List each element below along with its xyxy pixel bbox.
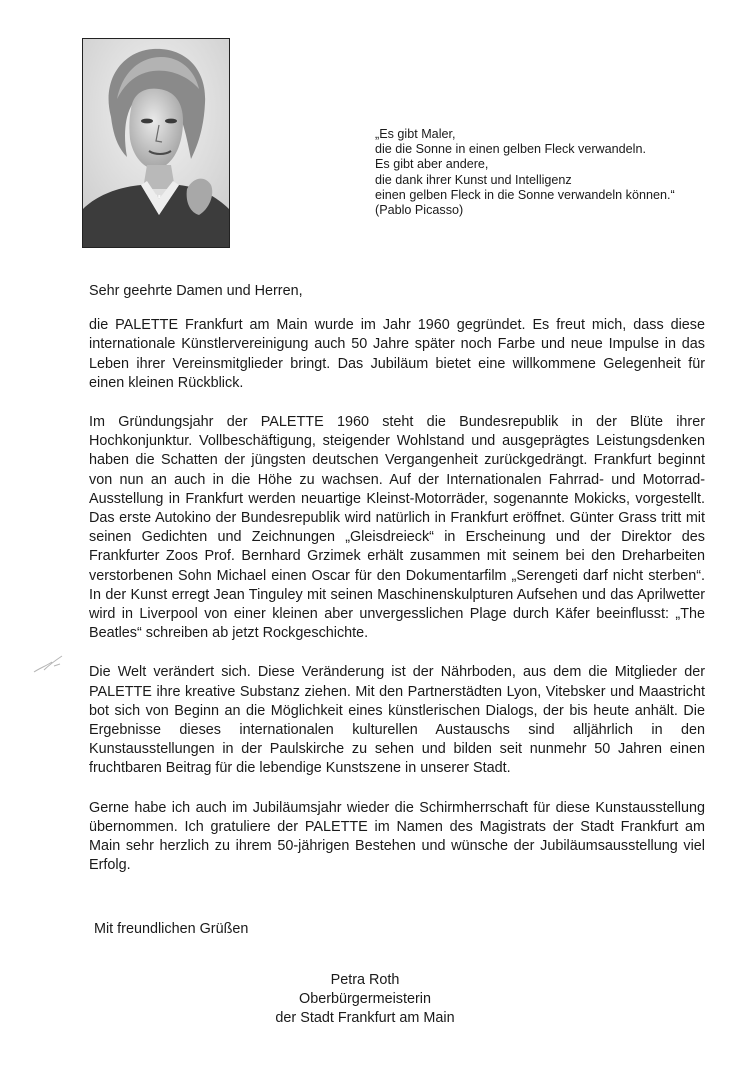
paragraph-founding: die PALETTE Frankfurt am Main wurde im Jahr 1960 gegründet. Es freut mich, dass diese internationale Künstlervereinigung auch 50 Jahre später noch Farbe und neue Impulse in das Leben ihrer Vereinsmitglieder bringt. Das Jubiläum bietet eine willkommene Gelegenheit für einen kleinen Rückblick.	[89, 317, 705, 391]
portrait-photo	[82, 38, 230, 248]
quote-line: einen gelben Fleck in die Sonne verwandeln können.“	[375, 187, 675, 202]
signature-name: Petra Roth	[330, 972, 400, 988]
quote-attribution: (Pablo Picasso)	[375, 203, 464, 218]
signature-block	[240, 971, 490, 1028]
paragraph-patronage: Gerne habe ich auch im Jubiläumsjahr wieder die Schirmherrschaft für diese Kunstausstellung übernommen. Ich gratuliere der PALETTE im Namen des Magistrats der Stadt Frankfurt am Main sehr herzlich zu ihrem 50-jährigen Bestehen und wünsche der Jubiläumsausstellung viel Erfolg.	[89, 799, 705, 874]
quote-line: Es gibt aber andere,	[375, 157, 489, 172]
paragraph-history-1960: Im Gründungsjahr der PALETTE 1960 steht die Bundesrepublik in der Blüte ihrer Hochkonjunktur. Vollbeschäftigung, steigender Wohlstand und ausgeprägtes Leistungsdenken haben die Schatten der jüngsten deutschen Vergangenheit zurückgedrängt. Frankfurt beginnt von nun an auch in die Höhe zu wachsen. Auf der Internationalen Fahrrad- und Motorrad-Ausstellung in Frankfurt werden neuartige Kleinst-Motorräder, sogenannte Mokicks, vorgestellt. Das erste Autokino der Bundesrepublik wird natürlich in Frankfurt eröffnet. Günter Grass tritt mit seinen Gedichten und Zeichnungen „Gleisdreieck“ in Erscheinung und der Direktor des Frankfurter Zoos Prof. Bernhard Grzimek erhält zusammen mit seinem bei den Dreharbeiten verstorbenen Sohn Michael einen Oscar für den Dokumentarfilm „Serengeti darf nicht sterben“. In der Kunst erregt Jean Tinguley mit seinen Maschinenskulpturen Aufsehen und das Aprilwetter wird in Liverpool von einer kleinen aber unvergesslichen Plage durch Käfer beeinflusst: „The Beatles“ schreiben ab jetzt Rockgeschichte.	[89, 414, 705, 642]
quote-line: die die Sonne in einen gelben Fleck verwandeln.	[375, 142, 646, 157]
pencil-smudge	[30, 652, 70, 678]
salutation: Sehr geehrte Damen und Herren,	[89, 283, 303, 299]
picasso-quote	[375, 127, 735, 218]
signature-city: der Stadt Frankfurt am Main	[275, 1010, 455, 1026]
paragraph-partner-cities: Die Welt verändert sich. Diese Veränderung ist der Nährboden, aus dem die Mitglieder der PALETTE ihre kreative Substanz ziehen. Mit den Partnerstädten Lyon, Vitebsker und Maastricht bot sich von Beginn an die Möglichkeit eines künstlerischen Dialogs, der bis heute anhält. Die Ergebnisse dieses internationalen kulturellen Austauschs sind alljährlich in den Kunstausstellungen in der Paulskirche zu sehen und bilden seit nunmehr 50 Jahren einen fruchtbaren Beitrag für die lebendige Kunstszene in unserer Stadt.	[89, 664, 705, 777]
closing-greeting: Mit freundlichen Grüßen	[94, 921, 249, 937]
signature-title: Oberbürgermeisterin	[299, 991, 431, 1007]
quote-line: „Es gibt Maler,	[375, 127, 456, 141]
letter-body	[89, 282, 705, 895]
quote-line: die dank ihrer Kunst und Intelligenz	[375, 172, 572, 187]
